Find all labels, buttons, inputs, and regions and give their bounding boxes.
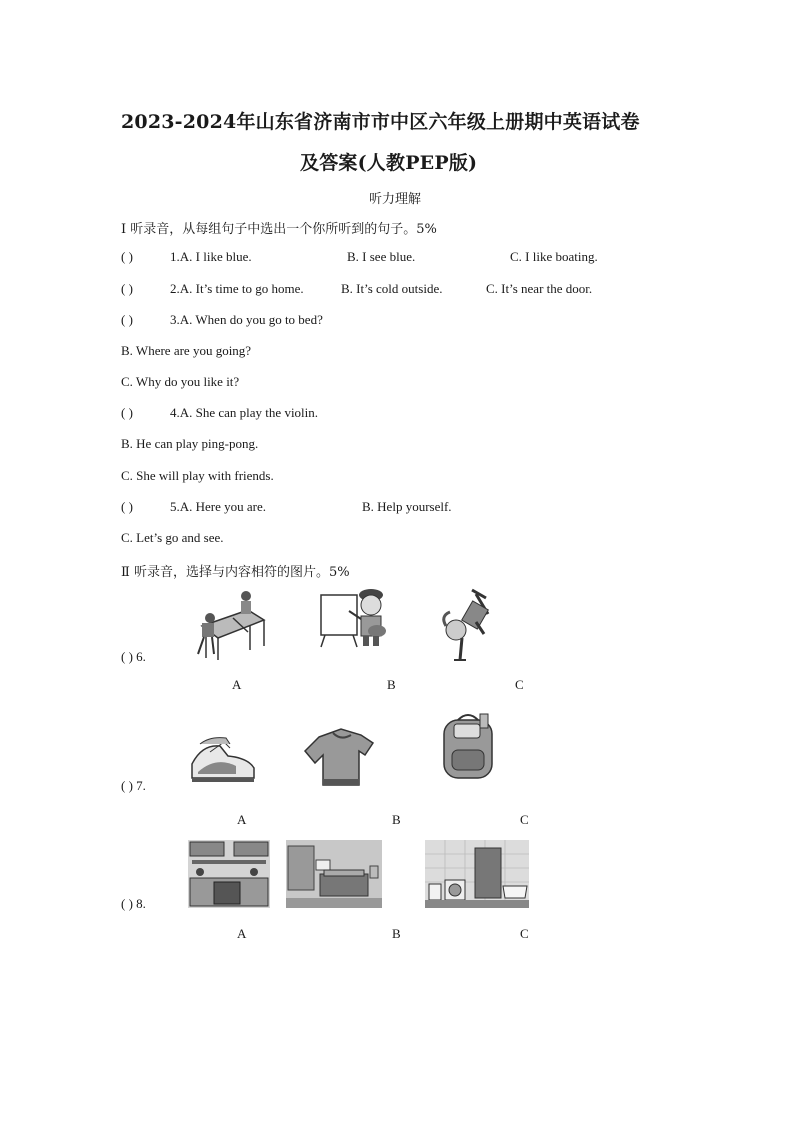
ping-pong-players-image [188,588,268,662]
q2-option-c: C. It’s near the door. [486,281,593,296]
answer-bracket[interactable]: ( ) [121,405,133,420]
kitchen-image [188,840,270,908]
answer-bracket[interactable]: ( ) [121,312,133,327]
q6-letter-a: A [232,677,242,692]
answer-bracket[interactable]: ( ) [121,249,133,264]
girl-dancing-image [436,586,500,664]
q7-letter-b: B [392,812,401,827]
q6-letter-c: C [515,677,524,692]
document-title-line2: 及答案(人教PEP版) [300,152,478,174]
q4-option-b: B. He can play ping-pong. [121,436,259,451]
bedroom-image [286,840,382,908]
q2-option-b: B. It’s cold outside. [341,281,443,296]
q5-option-a: 5.A. Here you are. [170,499,267,514]
q4-option-c: C. She will play with friends. [121,468,274,483]
q6-bracket[interactable]: ( ) 6. [121,649,146,664]
document-title-line1: 2023-2024年山东省济南市市中区六年级上册期中英语试卷 [121,111,640,133]
part1-instruction: I 听录音，从每组句子中选出一个你所听到的句子。5% [121,222,437,237]
q7-letter-c: C [520,812,529,827]
sweater-image [303,725,375,787]
q1-option-b: B. I see blue. [347,249,416,264]
q2-option-a: 2.A. It’s time to go home. [170,281,304,296]
q7-letter-a: A [237,812,247,827]
q3-option-a: 3.A. When do you go to bed? [170,312,323,327]
backpack-image [436,710,500,782]
q7-bracket[interactable]: ( ) 7. [121,778,146,793]
q6-letter-b: B [387,677,396,692]
boy-painting-image [319,585,391,649]
sneakers-image [188,734,260,788]
q3-option-b: B. Where are you going? [121,343,252,358]
q1-option-c: C. I like boating. [510,249,598,264]
answer-bracket[interactable]: ( ) [121,499,133,514]
bathroom-image [425,840,529,908]
part2-instruction: Ⅱ 听录音，选择与内容相符的图片。5% [121,565,350,580]
q5-option-c: C. Let’s go and see. [121,530,224,545]
q8-letter-c: C [520,926,529,941]
section-heading: 听力理解 [369,192,422,207]
q1-option-a: 1.A. I like blue. [170,249,252,264]
q8-letter-b: B [392,926,401,941]
q4-option-a: 4.A. She can play the violin. [170,405,319,420]
q8-letter-a: A [237,926,247,941]
q3-option-c: C. Why do you like it? [121,374,240,389]
q8-bracket[interactable]: ( ) 8. [121,896,146,911]
answer-bracket[interactable]: ( ) [121,281,133,296]
q5-option-b: B. Help yourself. [362,499,452,514]
